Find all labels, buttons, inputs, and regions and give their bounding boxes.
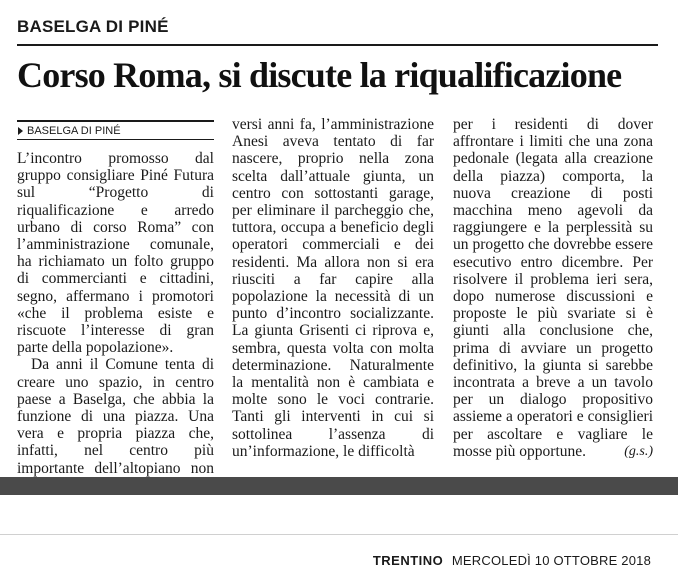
newspaper-name: TRENTINO xyxy=(372,553,444,568)
headline: Corso Roma, si discute la riqualificazione xyxy=(17,55,622,95)
paragraph: per i residenti di dover affrontare i limiti che una zona pedonale (legata alla creazione della piazza) comporta, la nuova creazione di posti macchina meno agevoli da raggiungere e la perplessità su un progetto che dovrebbe essere esecutivo entro dicembre. Per risolvere il problema ieri sera, dopo numerose discussioni e proposte le più svariate si è giunti alla conclusione che, prima di avviare un progetto definitivo, la giunta si sarebbe incontrata a breve a un tavolo per un dialogo propositivo assieme a operatori e consiglieri per ascoltare e vagliare le mosse più opportune. xyxy=(453,116,653,460)
kicker xyxy=(17,120,214,140)
page-divider-band xyxy=(0,477,678,495)
article-column-2 xyxy=(232,116,434,460)
page-footer xyxy=(373,553,651,568)
triangle-bullet-icon xyxy=(18,127,23,135)
kicker-label: BASELGA DI PINÉ xyxy=(27,124,121,137)
section-rule xyxy=(17,44,658,46)
paragraph: Da anni il Comune tenta di creare uno spazio, in centro paese a Baselga, che abbia la funzione di una piazza. Una vera e propria piazza che, infatti, nel centro più importante dell’altopiano non xyxy=(17,356,214,477)
article-column-1 xyxy=(17,150,214,494)
article-column-3 xyxy=(453,116,653,460)
issue-date: MERCOLEDÌ 10 OTTOBRE 2018 xyxy=(451,553,651,568)
footer-rule xyxy=(0,534,678,535)
author-signature: (g.s.) xyxy=(624,444,653,460)
paragraph: versi anni fa, l’amministrazione Anesi aveva tentato di far nascere, proprio nella zona scelta dall’attuale giunta, un centro con sottostanti garage, per eliminare il parcheggio che, tuttora, occupa a beneficio degli operatori commerciali e dei residenti. Ma allora non si era riusciti a far capire alla popolazione la necessità di un punto d’incontro socializzante. La giunta Grisenti ci riprova e, sembra, questa volta con molta determinazione. Naturalmente la mentalità non è cambiata e molte sono le voci contrarie. Tanti gli interventi in cui si sottolinea l’assenza di un’informazione, le difficoltà xyxy=(232,116,434,460)
section-label: BASELGA DI PINÉ xyxy=(17,17,169,36)
paragraph: L’incontro promosso dal gruppo consigliare Piné Futura sul “Progetto di riqualificazione e arredo urbano di corso Roma” con l’amministrazione comunale, ha richiamato un folto gruppo di commercianti e cittadini, segno, affermano i promotori «che il problema esiste e riscuote l’interesse di gran parte della popolazione». xyxy=(17,150,214,357)
